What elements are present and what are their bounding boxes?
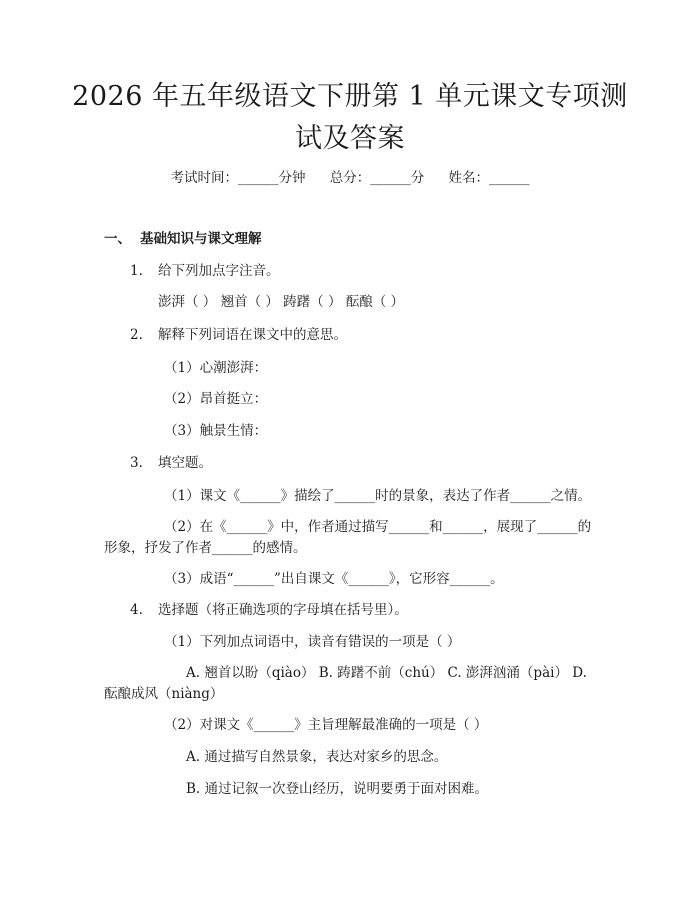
page-title [60, 76, 640, 160]
question-3 [130, 453, 212, 473]
exam-meta [0, 168, 700, 188]
question-text: 给下列加点字注音。 [158, 263, 280, 279]
section-heading [104, 229, 262, 249]
q3-sub-3: （3）成语“______”出自课文《______》，它形容______。 [164, 571, 504, 587]
question-text: 解释下列词语在课文中的意思。 [158, 327, 347, 343]
q4-sub-2-option-b: B. 通过记叙一次登山经历，说明要勇于面对困难。 [186, 781, 489, 797]
q2-sub-1: （1）心潮澎湃： [164, 360, 268, 376]
q3-sub-2b: 形象，抒发了作者______的感情。 [104, 540, 307, 556]
section-number: 一、 [104, 231, 131, 247]
q2-sub-2: （2）昂首挺立： [164, 391, 268, 407]
title-line-1: 2026 年五年级语文下册第 1 单元课文专项测 [72, 81, 628, 112]
question-number: 3. [130, 455, 143, 471]
title-line-2: 试及答案 [295, 123, 405, 154]
q4-sub-2-option-a: A. 通过描写自然景象，表达对家乡的思念。 [186, 749, 448, 765]
q3-sub-1: （1）课文《______》描绘了______时的景象，表达了作者______之情。 [164, 488, 592, 504]
question-number: 1. [130, 263, 143, 279]
question-4 [130, 600, 408, 620]
q4-sub-2: （2）对课文《______》主旨理解最准确的一项是（ ） [164, 717, 488, 733]
q4-sub-1-options-cont: 酝酿成风（niàng） [104, 686, 224, 702]
question-number: 4. [130, 602, 143, 618]
q4-sub-1-options: A. 翘首以盼（qiào） B. 踌躇不前（chú） C. 澎湃汹涌（pài） D. [186, 665, 587, 681]
q4-sub-1: （1）下列加点词语中，读音有错误的一项是（ ） [164, 634, 461, 650]
question-number: 2. [130, 327, 143, 343]
question-2 [130, 325, 347, 345]
question-text: 选择题（将正确选项的字母填在括号里）。 [158, 602, 408, 618]
q1-items: 澎湃（ ） 翘首（ ） 踌躇（ ） 酝酿（ ） [158, 294, 405, 310]
question-1 [130, 261, 280, 281]
q2-sub-3: （3）触景生情： [164, 423, 268, 439]
section-title: 基础知识与课文理解 [140, 231, 262, 247]
exam-name: 姓名：______ [448, 170, 530, 186]
question-text: 填空题。 [158, 455, 212, 471]
exam-score: 总分：______分 [329, 170, 425, 186]
exam-time: 考试时间：______分钟 [170, 170, 306, 186]
q3-sub-2a: （2）在《______》中，作者通过描写______和______，展现了______的 [164, 519, 592, 535]
